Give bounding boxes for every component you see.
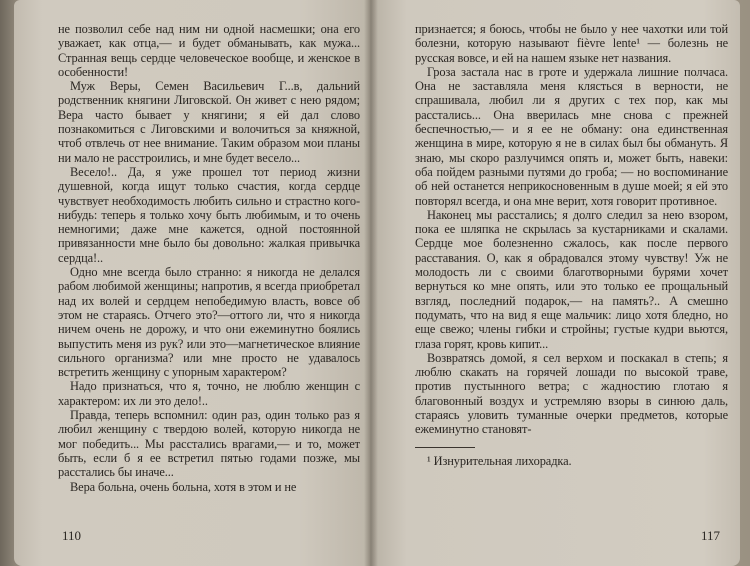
paragraph: Муж Веры, Семен Васильевич Г...в, дальний родственник княгини Лиговской. Он живет с нею рядом; Вера часто бывает у княгини; я ей дал слово познакомиться с Лиговскими и волочиться за княжной, чтоб отвлечь от нее внимание. Таким образом мои планы ни мало не расстроились, и мне будет весело... — [58, 79, 360, 165]
left-page — [14, 0, 370, 566]
paragraph: Возвратясь домой, я сел верхом и поскакал в степь; я люблю скакать на горячей лошади по высокой траве, против пустынного ветра; с жадностию глотаю я благовонный воздух и устремляю взоры в синюю даль, стараясь уловить туманные очерки предметов, которые ежеминутно становят- — [415, 350, 728, 437]
paragraph: Весело!.. Да, я уже прошел тот период жизни душевной, когда ищут только счастия, когда сердце чувствует необходимость любить сильно и страстно кого-нибудь: теперь я только хочу быть любимым, и то очень немногими; даже мне кажется, одной постоянной привязанности мне было бы довольно: жалкая привычка сердца!.. — [58, 164, 360, 265]
paragraph: Одно мне всегда было странно: я никогда не делался рабом любимой женщины; напротив, я всегда приобретал над их волей и сердцем непобедимую власть, вовсе об этом не стараясь. Отчего это?—оттого ли, что я никогда ничем очень не дорожу, и что они ежеминутно боялись выпустить меня из рук? или это—магнетическое влияние сильного организма? или мне просто не удавалось встретить женщину с упорным характером? — [58, 265, 360, 380]
left-page-text — [58, 22, 360, 494]
paragraph: Надо признаться, что я, точно, не люблю женщин с характером: их ли это дело!.. — [58, 379, 360, 408]
right-page-text — [415, 22, 728, 468]
paragraph: не позволил себе над ним ни одной насмешки; она его уважает, как отца,— и будет обманывать, как мужа... Странная вещь сердце человеческое вообще, и женское в особенности! — [58, 22, 360, 79]
right-page — [370, 0, 740, 566]
page-number-left: 110 — [62, 528, 82, 543]
paragraph: Правда, теперь вспомнил: один раз, один только раз я любил женщину с твердою волей, которую никогда не мог победить... Мы расстались врагами,— и то, может быть, если б я ее встретил пятью годами позже, мы расстались бы иначе... — [58, 408, 360, 480]
paragraph: Вера больна, очень больна, хотя в этом и не — [70, 479, 297, 494]
paragraph: Наконец мы расстались; я долго следил за нею взором, пока ее шляпка не скрылась за кустарниками и скалами. Сердце мое болезненно сжалось, как после первого расставания. О, как я обрадовался этому чувству! Уж не молодость ли с своими благотворными бурями хочет вернуться ко мне опять, или это только ее прощальный взгляд, последний подарок,— на память?.. А смешно подумать, что на вид я еще мальчик: лицо хотя бледно, но еще свежо; члены гибки и стройны; густые кудри вьются, глаза горят, кровь кипит... — [415, 207, 728, 351]
paragraph: Гроза застала нас в гроте и удержала лишние полчаса. Она не заставляла меня клясться в верности, не спрашивала, любил ли я других с тех пор, как мы расстались... Она вверилась мне снова с прежней беспечностью,— и я ее не обману: она единственная женщина в мире, которую я не в силах был бы обмануть. Я знаю, мы скоро разлучимся опять и, может быть, навеки: оба пойдем разными путями до гроба; — но воспоминание об ней останется неприкосновенным в душе моей; я ей это повторял всегда, и она мне верит, хотя говорит противное. — [415, 64, 728, 208]
footnote-rule — [415, 447, 475, 448]
footnote: ¹ Изнурительная лихорадка. — [427, 453, 572, 468]
book-gutter — [364, 0, 378, 566]
page-number-right: 117 — [700, 528, 720, 543]
paragraph: признается; я боюсь, чтобы не было у нее чахотки или той болезни, которую называют fièvre lente¹ — болезнь не русская вовсе, и ей на нашем языке нет названия. — [415, 22, 728, 65]
